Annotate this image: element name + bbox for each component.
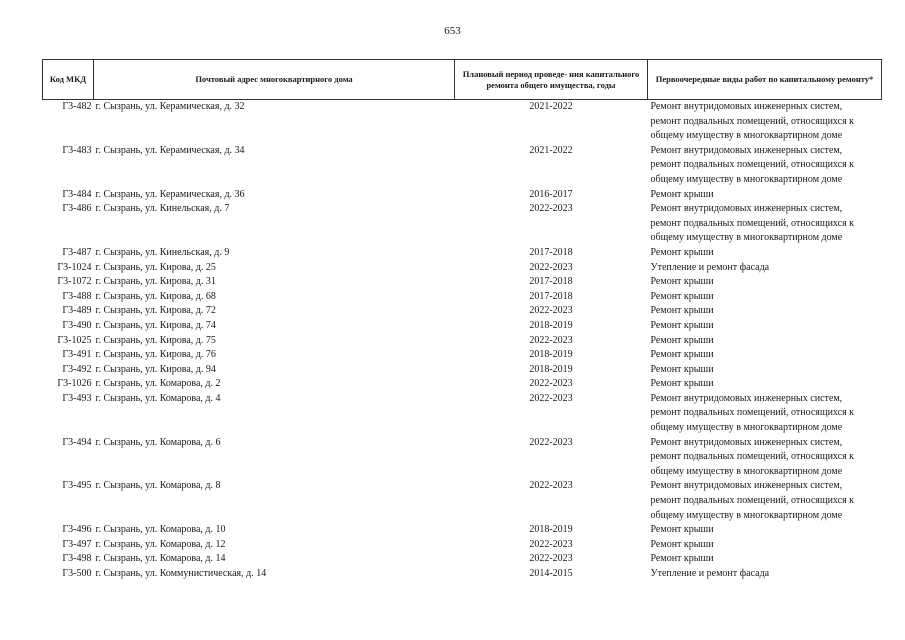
works-line: общему имуществу в многоквартирном доме (650, 173, 843, 185)
works-line: Ремонт крыши (650, 524, 714, 536)
cell-code: Г3-500 (62, 568, 92, 579)
cell-works (648, 567, 882, 582)
cell-period: 2016-2017 (529, 188, 573, 200)
cell-address: г. Сызрань, ул. Комарова, д. 12 (95, 538, 226, 550)
cell-works (648, 392, 882, 436)
cell-period: 2022-2023 (529, 553, 573, 565)
cell-code: Г3-497 (62, 538, 92, 550)
cell-period: 2014-2015 (529, 568, 573, 579)
works-line: Ремонт крыши (650, 538, 714, 550)
cell-address: г. Сызрань, ул. Комарова, д. 4 (95, 392, 221, 404)
table-row (43, 275, 882, 290)
cell-code: Г3-498 (62, 553, 92, 565)
table-row (43, 188, 882, 203)
works-line: Ремонт крыши (650, 378, 714, 390)
works-line: Ремонт крыши (650, 246, 714, 258)
cell-works (648, 348, 882, 363)
table-row (43, 479, 882, 523)
cell-works (648, 290, 882, 305)
works-line: ремонт подвальных помещений, относящихся к (650, 217, 855, 229)
cell-address: г. Сызрань, ул. Кирова, д. 74 (95, 319, 216, 331)
cell-address: г. Сызрань, ул. Кирова, д. 94 (95, 363, 216, 375)
cell-period: 2022-2023 (529, 436, 573, 448)
cell-period: 2018-2019 (529, 524, 573, 536)
cell-period: 2018-2019 (529, 319, 573, 331)
cell-works (648, 246, 882, 261)
cell-address: г. Сызрань, ул. Комарова, д. 8 (95, 480, 221, 492)
works-line: общему имуществу в многоквартирном доме (650, 422, 843, 434)
cell-works (648, 479, 882, 523)
page-number: 653 (444, 25, 461, 37)
works-line: Ремонт внутридомовых инженерных систем, (650, 392, 843, 404)
works-line: Ремонт крыши (650, 334, 714, 346)
header-address: Почтовый адрес многоквартирного дома (94, 60, 455, 100)
header-code: Код МКД (43, 60, 94, 100)
cell-address: г. Сызрань, ул. Керамическая, д. 34 (95, 144, 245, 156)
cell-address: г. Сызрань, ул. Комарова, д. 6 (95, 436, 221, 448)
cell-period: 2022-2023 (529, 203, 573, 215)
header-period: Плановый период проведе- ния капитального ремонта общего имущества, годы (455, 60, 648, 100)
cell-period: 2017-2018 (529, 290, 573, 302)
works-line: Ремонт крыши (650, 276, 714, 288)
works-line: Ремонт крыши (650, 188, 714, 200)
cell-works (648, 363, 882, 378)
table-row (43, 304, 882, 319)
cell-period: 2021-2022 (529, 101, 573, 112)
cell-address: г. Сызрань, ул. Кирова, д. 72 (95, 305, 216, 317)
table-row (43, 246, 882, 261)
cell-address: г. Сызрань, ул. Кирова, д. 31 (95, 276, 216, 288)
cell-address: г. Сызрань, ул. Кирова, д. 76 (95, 349, 216, 361)
works-line: ремонт подвальных помещений, относящихся к (650, 159, 855, 171)
cell-code: Г3-1025 (57, 334, 92, 346)
works-line: Утепление и ремонт фасада (650, 568, 770, 579)
header-works: Первоочередные виды работ по капитальному ремонту* (648, 60, 882, 100)
cell-period: 2018-2019 (529, 363, 573, 375)
cell-address: г. Сызрань, ул. Кирова, д. 68 (95, 290, 216, 302)
cell-works (648, 523, 882, 538)
table-row (43, 261, 882, 276)
cell-works (648, 538, 882, 553)
repair-schedule-table (42, 59, 882, 582)
works-line: Ремонт крыши (650, 290, 714, 302)
works-line: ремонт подвальных помещений, относящихся к (650, 451, 855, 463)
cell-code: Г3-489 (62, 305, 92, 317)
table-row (43, 436, 882, 480)
cell-period: 2022-2023 (529, 261, 573, 273)
cell-code: Г3-495 (62, 480, 92, 492)
works-line: Ремонт внутридомовых инженерных систем, (650, 144, 843, 156)
cell-code: Г3-487 (62, 246, 92, 258)
cell-period: 2022-2023 (529, 305, 573, 317)
cell-address: г. Сызрань, ул. Кинельская, д. 9 (95, 246, 230, 258)
cell-period: 2021-2022 (529, 144, 573, 156)
works-line: Утепление и ремонт фасада (650, 261, 770, 273)
table-row (43, 377, 882, 392)
cell-code: Г3-490 (62, 319, 92, 331)
table-row (43, 144, 882, 188)
table-row (43, 392, 882, 436)
table-row (43, 319, 882, 334)
cell-period: 2022-2023 (529, 334, 573, 346)
cell-code: Г3-1026 (57, 378, 92, 390)
works-line: общему имуществу в многоквартирном доме (650, 465, 843, 477)
table-row (43, 334, 882, 349)
cell-works (648, 188, 882, 203)
works-line: Ремонт крыши (650, 319, 714, 331)
table-row (43, 348, 882, 363)
cell-works (648, 202, 882, 246)
cell-code: Г3-494 (62, 436, 92, 448)
cell-address: г. Сызрань, ул. Комарова, д. 10 (95, 524, 226, 536)
table-row (43, 290, 882, 305)
cell-period: 2017-2018 (529, 276, 573, 288)
table-row (43, 100, 882, 144)
cell-period: 2018-2019 (529, 349, 573, 361)
works-line: Ремонт внутридомовых инженерных систем, (650, 101, 843, 112)
table-row (43, 523, 882, 538)
cell-address: г. Сызрань, ул. Керамическая, д. 32 (95, 101, 245, 112)
cell-code: Г3-482 (62, 101, 92, 112)
works-line: Ремонт внутридомовых инженерных систем, (650, 436, 843, 448)
works-line: ремонт подвальных помещений, относящихся к (650, 115, 855, 127)
cell-code: Г3-486 (62, 203, 92, 215)
cell-works (648, 319, 882, 334)
works-line: ремонт подвальных помещений, относящихся к (650, 407, 855, 419)
cell-code: Г3-491 (62, 349, 92, 361)
cell-address: г. Сызрань, ул. Комарова, д. 14 (95, 553, 226, 565)
works-line: общему имуществу в многоквартирном доме (650, 130, 843, 142)
works-line: Ремонт крыши (650, 363, 714, 375)
cell-works (648, 144, 882, 188)
cell-code: Г3-493 (62, 392, 92, 404)
cell-code: Г3-488 (62, 290, 92, 302)
cell-works (648, 334, 882, 349)
cell-code: Г3-1024 (57, 261, 92, 273)
cell-address: г. Сызрань, ул. Коммунистическая, д. 14 (95, 568, 267, 579)
works-line: Ремонт внутридомовых инженерных систем, (650, 203, 843, 215)
cell-works (648, 304, 882, 319)
cell-period: 2022-2023 (529, 392, 573, 404)
table-header (43, 60, 882, 100)
works-line: Ремонт внутридомовых инженерных систем, (650, 480, 843, 492)
table-body (43, 100, 882, 582)
cell-period: 2017-2018 (529, 246, 573, 258)
cell-works (648, 261, 882, 276)
works-line: Ремонт крыши (650, 553, 714, 565)
cell-code: Г3-484 (62, 188, 92, 200)
table-row (43, 202, 882, 246)
cell-address: г. Сызрань, ул. Кирова, д. 75 (95, 334, 216, 346)
table-row (43, 567, 882, 582)
cell-code: Г3-496 (62, 524, 92, 536)
cell-works (648, 436, 882, 480)
cell-code: Г3-1072 (57, 276, 92, 288)
cell-period: 2022-2023 (529, 538, 573, 550)
cell-works (648, 100, 882, 144)
cell-period: 2022-2023 (529, 378, 573, 390)
cell-address: г. Сызрань, ул. Кинельская, д. 7 (95, 203, 230, 215)
table-row (43, 363, 882, 378)
works-line: Ремонт крыши (650, 305, 714, 317)
cell-period: 2022-2023 (529, 480, 573, 492)
works-line: общему имуществу в многоквартирном доме (650, 509, 843, 521)
cell-works (648, 377, 882, 392)
cell-code: Г3-483 (62, 144, 92, 156)
cell-address: г. Сызрань, ул. Комарова, д. 2 (95, 378, 221, 390)
table-row (43, 552, 882, 567)
cell-code: Г3-492 (62, 363, 92, 375)
cell-works (648, 552, 882, 567)
works-line: общему имуществу в многоквартирном доме (650, 232, 843, 244)
cell-works (648, 275, 882, 290)
works-line: ремонт подвальных помещений, относящихся к (650, 495, 855, 507)
cell-address: г. Сызрань, ул. Кирова, д. 25 (95, 261, 216, 273)
table-row (43, 538, 882, 553)
cell-address: г. Сызрань, ул. Керамическая, д. 36 (95, 188, 245, 200)
works-line: Ремонт крыши (650, 349, 714, 361)
